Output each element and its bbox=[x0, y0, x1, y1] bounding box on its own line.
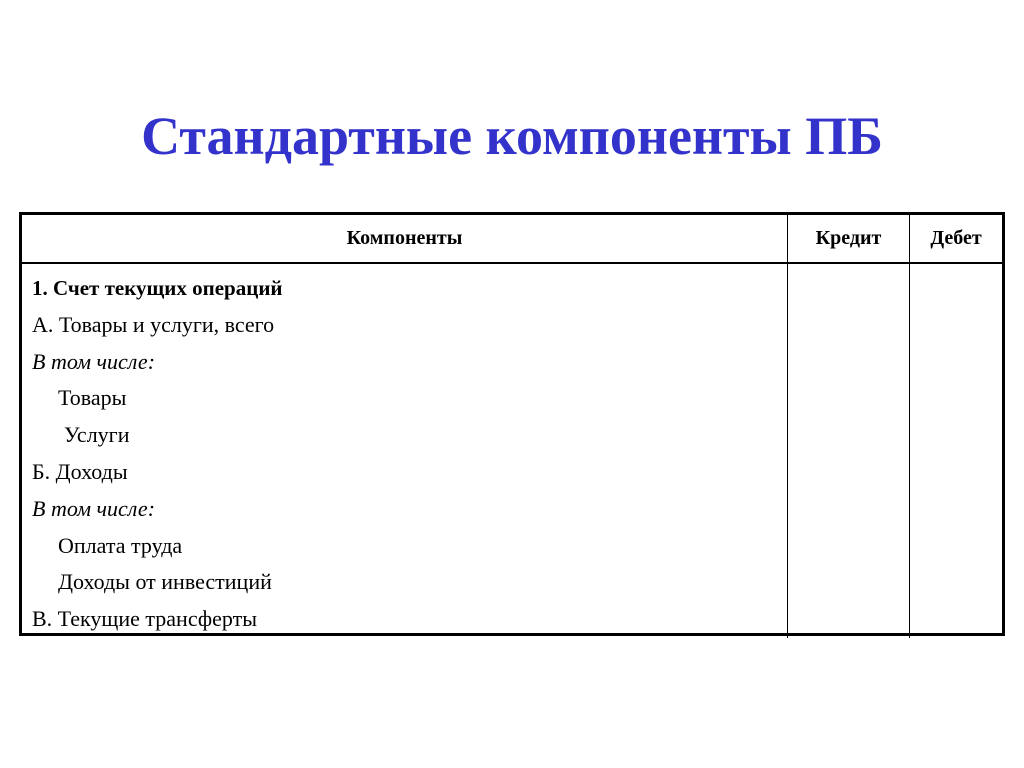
list-item-including-1: В том числе: bbox=[32, 348, 156, 374]
body-row bbox=[22, 263, 1002, 638]
credit-cell bbox=[788, 263, 910, 638]
list-item-goods: Товары bbox=[58, 385, 127, 411]
debit-cell bbox=[910, 263, 1003, 638]
components-grid bbox=[22, 215, 1002, 638]
slide-title: Стандартные компоненты ПБ bbox=[141, 106, 883, 166]
list-item-compensation: Оплата труда bbox=[58, 532, 183, 558]
list-item-including-2: В том числе: bbox=[32, 495, 156, 521]
header-components: Компоненты bbox=[22, 215, 788, 263]
list-item-goods-services-total: А. Товары и услуги, всего bbox=[32, 311, 275, 337]
list-item-investment-income: Доходы от инвестиций bbox=[58, 569, 272, 595]
components-cell bbox=[22, 263, 788, 638]
list-item-current-transfers: В. Текущие трансферты bbox=[32, 606, 257, 632]
components-list bbox=[22, 264, 787, 638]
list-item-current-account: 1. Счет текущих операций bbox=[32, 276, 283, 300]
balance-components-table bbox=[19, 212, 1005, 636]
header-debit: Дебет bbox=[910, 215, 1003, 263]
header-credit: Кредит bbox=[788, 215, 910, 263]
list-item-income: Б. Доходы bbox=[32, 458, 128, 484]
header-row bbox=[22, 215, 1002, 263]
list-item-services: Услуги bbox=[64, 422, 130, 448]
